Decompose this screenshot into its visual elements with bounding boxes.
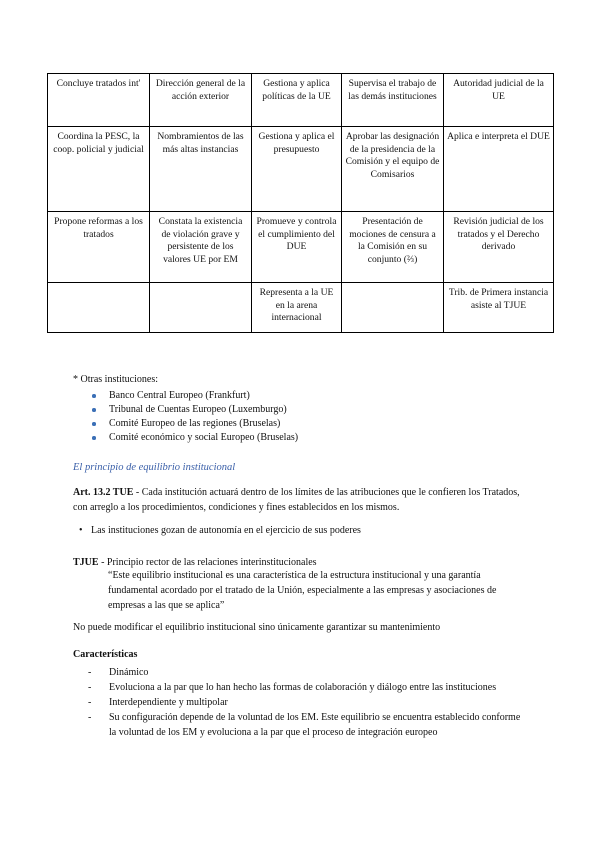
table-cell: Propone reformas a los tratados <box>48 212 150 283</box>
list-item: Comité económico y social Europeo (Bruselas) <box>109 431 298 445</box>
table-cell: Concluye tratados int' <box>48 74 150 127</box>
list-item: - Interdependiente y multipolar <box>88 697 228 708</box>
table-cell: Presentación de mociones de censura a la Comisión en su conjunto (⅔) <box>342 212 444 283</box>
table-cell: Aplica e interpreta el DUE <box>444 127 554 212</box>
article-label: Art. 13.2 TUE <box>73 487 134 498</box>
table-cell: Constata la existencia de violación grave y persistente de los valores UE por EM <box>150 212 252 283</box>
table-cell <box>342 283 444 333</box>
bullet-dot-icon <box>92 436 96 440</box>
table-cell: Revisión judicial de los tratados y el Derecho derivado <box>444 212 554 283</box>
table-row <box>48 74 554 127</box>
bullet-dot-icon <box>92 394 96 398</box>
table-cell: Dirección general de la acción exterior <box>150 74 252 127</box>
table-cell <box>150 283 252 333</box>
list-item: Comité Europeo de las regiones (Bruselas) <box>109 417 298 431</box>
article-paragraph <box>73 485 533 515</box>
list-item: - Evoluciona a la par que lo han hecho las formas de colaboración y diálogo entre las instituciones <box>88 682 497 693</box>
other-institutions <box>73 373 298 445</box>
table-cell: Autoridad judicial de la UE <box>444 74 554 127</box>
table-row <box>48 212 554 283</box>
article-text: - Cada institución actuará dentro de los límites de las atribuciones que le confieren los Tratados, con arreglo a los procedimientos, condiciones y fines establecidos en los mismos. <box>73 487 520 513</box>
table-cell: Supervisa el trabajo de las demás instituciones <box>342 74 444 127</box>
table-cell: Coordina la PESC, la coop. policial y judicial <box>48 127 150 212</box>
list-item: - Dinámico <box>88 667 149 678</box>
characteristics-list <box>88 665 528 740</box>
tjue-quote: “Este equilibrio institucional es una característica de la estructura institucional y una garantía fundamental acordado por el tratado de la Unión, especialmente a las empresas y asociaciones de empresas a las que se aplica” <box>108 570 497 611</box>
bullet-dot-icon <box>92 408 96 412</box>
table-row <box>48 127 554 212</box>
table-row <box>48 283 554 333</box>
table-cell: Promueve y controla el cumplimiento del DUE <box>252 212 342 283</box>
list-item: - Su configuración depende de la voluntad de los EM. Este equilibrio se encuentra establecido conforme la voluntad de los EM y evoluciona a la par que el proceso de integración europeo <box>88 712 521 738</box>
bullet-dot-icon <box>92 422 96 426</box>
table-cell: Gestiona y aplica políticas de la UE <box>252 74 342 127</box>
tjue-line: TJUE - Principio rector de las relaciones interinstitucionales <box>73 557 317 568</box>
autonomy-bullet: • Las instituciones gozan de autonomía en el ejercicio de sus poderes <box>79 525 361 536</box>
institutions-table <box>47 73 554 333</box>
list-item: Tribunal de Cuentas Europeo (Luxemburgo) <box>109 403 298 417</box>
table-cell: Gestiona y aplica el presupuesto <box>252 127 342 212</box>
bullet-mark: • <box>79 525 83 536</box>
other-institutions-list <box>73 389 298 445</box>
tjue-label: TJUE <box>73 557 99 568</box>
table-cell: Representa a la UE en la arena internacional <box>252 283 342 333</box>
table-cell <box>48 283 150 333</box>
other-institutions-intro: * Otras instituciones: <box>73 374 158 385</box>
table-cell: Nombramientos de las más altas instancias <box>150 127 252 212</box>
table-cell: Trib. de Primera instancia asiste al TJUE <box>444 283 554 333</box>
characteristics-heading: Características <box>73 649 138 660</box>
list-item: Banco Central Europeo (Frankfurt) <box>109 389 298 403</box>
no-puede-paragraph: No puede modificar el equilibrio institucional sino únicamente garantizar su mantenimiento <box>73 622 441 633</box>
section-heading: El principio de equilibrio institucional <box>73 462 236 473</box>
table-cell: Aprobar las designación de la presidencia de la Comisión y el equipo de Comisarios <box>342 127 444 212</box>
